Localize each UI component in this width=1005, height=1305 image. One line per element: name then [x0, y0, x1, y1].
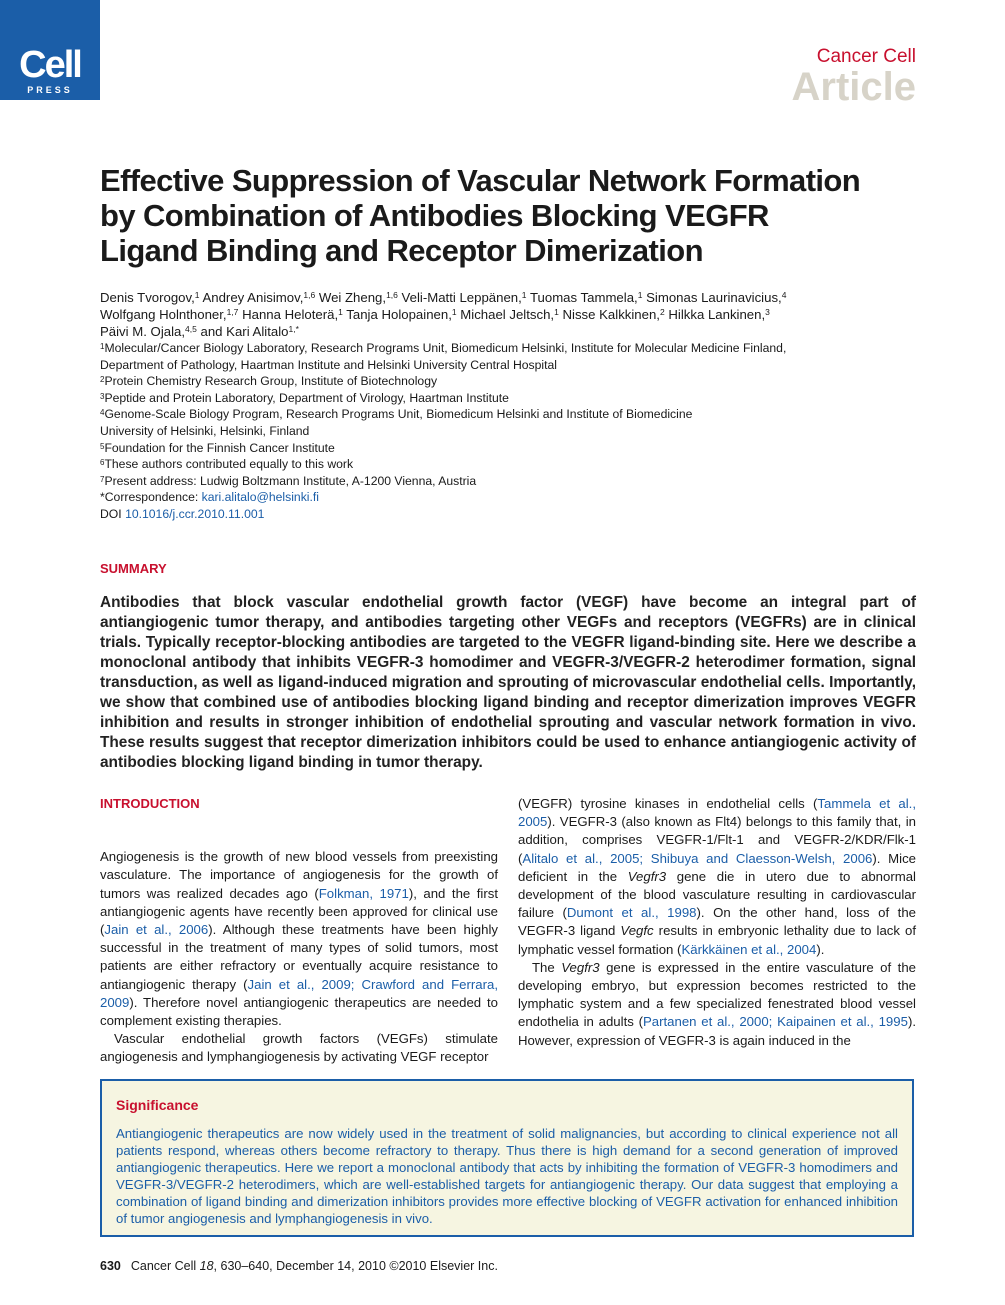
intro-paragraph-1 [100, 848, 498, 1030]
affiliation-item [100, 340, 920, 357]
affiliation-text: Present address: Ludwig Boltzmann Institute, A-1200 Vienna, Austria [104, 473, 477, 488]
introduction-left-column [100, 795, 498, 1067]
affiliation-text: Genome-Scale Biology Program, Research Programs Unit, Biomedicum Helsinki and Institute of Biomedicine [104, 407, 693, 422]
text-run: ). Although these treatments have been highly successful in the treatment of many types of solid tumors, most patients are either refractory or eventually acquire resistance to antiangiogenic therapy ( [100, 922, 498, 992]
page-footer [100, 1259, 498, 1273]
affiliation-number: 2 [100, 375, 105, 385]
affiliation-number: 3 [100, 391, 105, 401]
significance-box [100, 1079, 914, 1237]
author-name: Wolfgang Holnthoner, [100, 307, 227, 322]
title-line: by Combination of Antibodies Blocking VEGFR [100, 198, 769, 233]
affiliation-number: 4 [100, 408, 105, 418]
author-line [100, 306, 920, 323]
author-name: Denis Tvorogov, [100, 290, 195, 305]
footer-volume: 18 [199, 1259, 214, 1273]
text-run: gene is expressed in the entire vasculature of the developing embryo, but expression becomes restricted to the lymphatic system and a few specialized fenestrated blood vessel endothelia in adults ( [518, 959, 916, 1030]
introduction-right-column [518, 795, 916, 1050]
cell-press-logo [0, 0, 100, 100]
text-run: ). [816, 941, 825, 957]
affiliation-number: 1 [100, 342, 105, 351]
gene-name: Vegfr3 [561, 959, 600, 975]
affiliation-item [100, 456, 920, 473]
author-name: Nisse Kalkkinen, [558, 307, 660, 322]
correspondence-email-link[interactable]: kari.alitalo@helsinki.fi [201, 490, 319, 505]
author-line [100, 323, 920, 340]
author-affil-sup: 4,5 [185, 324, 197, 334]
text-run: The [532, 959, 562, 975]
doi [100, 506, 920, 523]
doi-label: DOI [100, 506, 126, 521]
introduction-heading: INTRODUCTION [100, 796, 200, 811]
author-affil-sup: 3 [765, 307, 770, 317]
gene-name: Vegfc [620, 923, 654, 939]
text-run: ). Therefore novel antiangiogenic therapeutics are needed to complement existing therapies. [100, 994, 498, 1029]
author-name: Hilkka Lankinen, [664, 307, 766, 322]
author-affil-sup: 1 [637, 290, 643, 300]
text-run: (VEGFR) tyrosine kinases in endothelial cells ( [518, 796, 818, 811]
text-run: gene die in utero due to abnormal development of the blood vasculature resulting in cardiovascular failure ( [518, 868, 916, 921]
title-line: Ligand Binding and Receptor Dimerization [100, 233, 703, 268]
author-name: Simonas Laurinavicius, [642, 290, 782, 305]
correspondence [100, 489, 920, 506]
author-affil-sup: 1,6 [386, 290, 398, 300]
author-name: and Kari Alitalo [196, 324, 289, 339]
affiliation-item [100, 473, 920, 490]
footer-citation: , 630–640, December 14, 2010 ©2010 Elsevier Inc. [213, 1259, 498, 1273]
affiliation-text: Protein Chemistry Research Group, Institute of Biotechnology [104, 374, 438, 389]
author-name: Andrey Anisimov, [199, 290, 304, 305]
affiliation-text: Molecular/Cancer Biology Laboratory, Research Programs Unit, Biomedicum Helsinki, Institute for Molecular Medicine Finland, [104, 341, 787, 355]
text-run: ). Mice deficient in the [518, 850, 917, 884]
author-affil-sup: 1 [451, 307, 457, 317]
significance-text: Antiangiogenic therapeutics are now widely used in the treatment of solid malignancies, but according to clinical experience not all patients respond, whereas others become refractory to therapy. Thus there is high demand for a second generation of improved antiangiogenic therapeutics. Here we report a monoclonal antibody that acts by inhibiting the formation of VEGFR-3 homodimers and VEGFR-3/VEGFR-2 heterodimers, which are well-established targets for antiangiogenic therapy. Our data suggest that employing a combination of ligand binding and dimerization inhibitors provides more effective blocking of VEGFR activation for enhanced inhibition of tumor angiogenesis and lymphangiogenesis in vivo. [116, 1126, 898, 1227]
citation-link[interactable]: Kärkkäinen et al., 2004 [681, 941, 817, 957]
author-affil-sup: 1 [521, 290, 527, 300]
author-affil-sup: 1 [554, 307, 559, 317]
author-list [100, 289, 920, 340]
affiliation-text: These authors contributed equally to this work [104, 457, 354, 472]
intro-paragraph-4 [518, 959, 916, 1050]
citation-link[interactable]: Jain et al., 2006 [104, 922, 209, 938]
author-name: Päivi M. Ojala, [100, 324, 186, 339]
affiliation-item [100, 440, 920, 457]
affiliation-number: 6 [100, 458, 105, 468]
affiliation-text: University of Helsinki, Helsinki, Finland [100, 423, 310, 438]
author-name: Veli-Matti Leppänen, [397, 290, 522, 305]
author-name: Tanja Holopainen, [342, 307, 452, 322]
affiliation-text: Department of Pathology, Haartman Institute and Helsinki University Central Hospital [100, 357, 558, 372]
text-run: ), and the first antiangiogenic agents have recently been approved for clinical use ( [100, 885, 498, 938]
author-affil-sup: 1,6 [303, 290, 316, 300]
text-run: ). However, expression of VEGFR-3 is again induced in the [518, 1014, 916, 1048]
text-run: Angiogenesis is the growth of new blood vessels from preexisting vasculature. The importance of angiogenesis for the growth of tumors was realized decades ago ( [100, 849, 498, 901]
author-line [100, 289, 920, 306]
author-affil-sup: 1,* [288, 324, 299, 334]
author-affil-sup: 1 [338, 307, 343, 317]
author-name: Tuomas Tammela, [526, 290, 638, 305]
citation-link[interactable]: Partanen et al., 2000; Kaipainen et al., 1995 [642, 1014, 908, 1030]
author-affil-sup: 1 [194, 290, 200, 300]
logo-cell-text: Cell [19, 44, 81, 86]
citation-link[interactable]: Tammela et al., 2005 [518, 796, 916, 830]
affiliation-text: Foundation for the Finnish Cancer Institute [104, 440, 335, 455]
citation-link[interactable]: Dumont et al., 1998 [566, 905, 697, 921]
author-name: Michael Jeltsch, [456, 307, 555, 322]
author-affil-sup: 2 [659, 307, 665, 317]
text-run: ). VEGFR-3 (also known as Flt4) belongs to this family that, in addition, comprises VEGFR-1/Flt-1 and VEGFR-2/KDR/Flk-1 ( [518, 814, 916, 866]
citation-link[interactable]: Jain et al., 2009; Crawford and Ferrara, 2009 [100, 976, 498, 1010]
gene-name: Vegfr3 [627, 868, 667, 884]
affiliation-item [100, 357, 920, 374]
text-run: Vascular endothelial growth factors (VEGFs) stimulate angiogenesis and lymphangiogenesis by activating VEGF receptor [100, 1031, 498, 1065]
author-name: Hanna Heloterä, [238, 307, 339, 322]
text-run: results in embryonic lethality due to lack of lymphatic vessel formation ( [518, 923, 916, 957]
author-name: Wei Zheng, [315, 290, 387, 305]
article-type-label: Article [791, 65, 916, 109]
affiliation-item [100, 390, 920, 407]
journal-name: Cancer Cell [816, 46, 916, 67]
citation-link[interactable]: Folkman, 1971 [318, 885, 409, 901]
page-number: 630 [100, 1259, 121, 1273]
affiliation-list [100, 340, 920, 523]
doi-link[interactable]: 10.1016/j.ccr.2010.11.001 [125, 506, 265, 521]
intro-paragraph-2 [100, 1030, 498, 1066]
affiliation-text: Peptide and Protein Laboratory, Department of Virology, Haartman Institute [104, 390, 509, 405]
intro-paragraph-3 [518, 795, 916, 959]
author-affil-sup: 1,7 [226, 307, 239, 317]
footer-journal: Cancer Cell [130, 1259, 200, 1273]
correspondence-label: *Correspondence: [100, 490, 202, 505]
affiliation-item [100, 406, 920, 423]
title-line: Effective Suppression of Vascular Network Formation [100, 163, 861, 198]
author-affil-sup: 4 [781, 290, 787, 300]
text-run: ). On the other hand, loss of the VEGFR-3 ligand [518, 905, 916, 939]
affiliation-number: 7 [100, 474, 105, 484]
affiliation-item [100, 423, 920, 440]
summary-text: Antibodies that block vascular endothelial growth factor (VEGF) have become an integral part of antiangiogenic tumor therapy, and antibodies targeting other VEGFs and receptors (VEGFRs) are in clinical trials. Typically receptor-blocking antibodies are targeted to the VEGFR ligand-binding site. Here we describe a monoclonal antibody that inhibits VEGFR-3 homodimer and VEGFR-3/VEGFR-2 heterodimer formation, signal transduction, as well as ligand-induced migration and sprouting of microvascular endothelial cells. Importantly, we show that combined use of antibodies blocking ligand binding and receptor dimerization improves VEGFR inhibition and results in stronger inhibition of endothelial sprouting and vascular network formation in vivo. These results suggest that receptor dimerization inhibitors could be used to enhance antiangiogenic activity of antibodies blocking ligand binding in tumor therapy. [100, 594, 916, 771]
article-title [100, 163, 930, 268]
affiliation-item [100, 373, 920, 390]
citation-link[interactable]: Alitalo et al., 2005; Shibuya and Claesson-Welsh, 2006 [522, 850, 873, 866]
affiliation-number: 5 [100, 441, 105, 451]
logo-press-text: PRESS [27, 85, 73, 95]
significance-heading: Significance [116, 1097, 199, 1113]
summary-heading: SUMMARY [100, 561, 167, 576]
